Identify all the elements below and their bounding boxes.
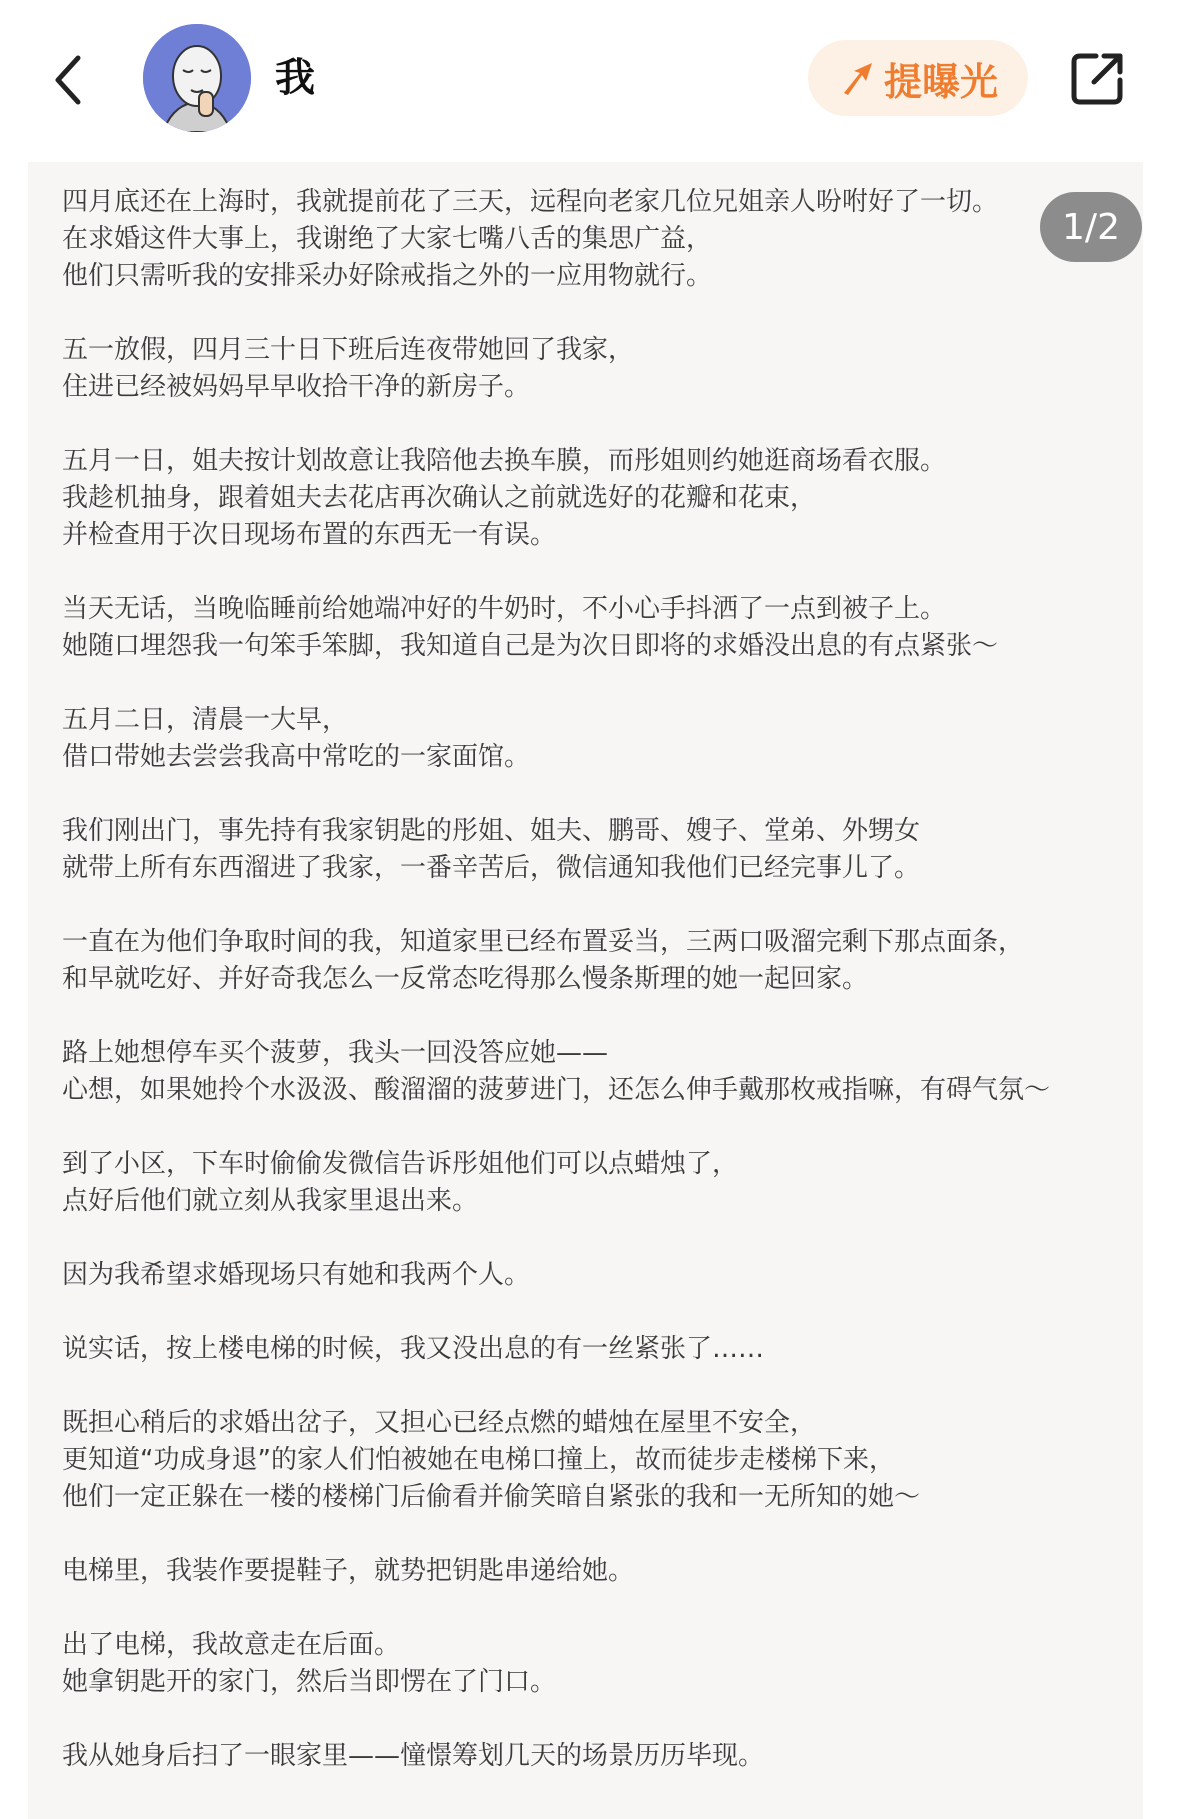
text-line: 我趁机抽身，跟着姐夫去花店再次确认之前就选好的花瓣和花束，	[62, 483, 817, 513]
text-line: 我们刚出门，事先持有我家钥匙的彤姐、姐夫、鹏哥、嫂子、堂弟、外甥女	[62, 816, 921, 846]
text-line: 心想，如果她拎个水汲汲、酸溜溜的菠萝进门，还怎么伸手戴那枚戒指嘛，有碍气氛～	[62, 1075, 1051, 1105]
share-external-icon[interactable]	[1066, 46, 1130, 110]
username: 我	[275, 55, 315, 101]
paragraph	[62, 443, 1112, 554]
paragraph	[62, 184, 1112, 295]
text-line: 点好后他们就立刻从我家里退出来。	[62, 1186, 479, 1216]
text-line: 借口带她去尝尝我高中常吃的一家面馆。	[62, 742, 531, 772]
text-line: 他们只需听我的安排采办好除戒指之外的一应用物就行。	[62, 261, 713, 291]
text-line: 五月一日，姐夫按计划故意让我陪他去换车膜，而彤姐则约她逛商场看衣服。	[62, 446, 947, 476]
text-line: 到了小区，下车时偷偷发微信告诉彤姐他们可以点蜡烛了，	[62, 1149, 739, 1179]
paragraph	[62, 1035, 1112, 1109]
paragraph	[62, 1627, 1112, 1701]
paragraph	[62, 1738, 1112, 1775]
paragraph	[62, 924, 1112, 998]
text-line: 五一放假，四月三十日下班后连夜带她回了我家，	[62, 335, 635, 365]
text-line: 更知道“功成身退”的家人们怕被她在电梯口撞上，故而徒步走楼梯下来，	[62, 1445, 895, 1475]
text-line: 住进已经被妈妈早早收拾干净的新房子。	[62, 372, 531, 402]
text-line: 电梯里，我装作要提鞋子，就势把钥匙串递给她。	[62, 1556, 635, 1586]
expose-button-label: 提曝光	[883, 59, 998, 104]
paragraph	[62, 1257, 1112, 1294]
paragraph	[62, 1553, 1112, 1590]
paragraph	[62, 1405, 1112, 1516]
text-line: 她拿钥匙开的家门，然后当即愣在了门口。	[62, 1667, 557, 1697]
top-bar	[0, 0, 1179, 160]
expose-button[interactable]	[808, 40, 1028, 116]
text-line: 她随口埋怨我一句笨手笨脚，我知道自己是为次日即将的求婚没出息的有点紧张～	[62, 631, 999, 661]
article-text	[62, 184, 1112, 1812]
text-line: 一直在为他们争取时间的我，知道家里已经布置妥当，三两口吸溜完剩下那点面条，	[62, 927, 1025, 957]
text-line: 在求婚这件大事上，我谢绝了大家七嘴八舌的集思广益，	[62, 224, 713, 254]
text-line: 我从她身后扫了一眼家里——憧憬筹划几天的场景历历毕现。	[62, 1741, 765, 1771]
paragraph	[62, 1331, 1112, 1368]
text-line: 和早就吃好、并好奇我怎么一反常态吃得那么慢条斯理的她一起回家。	[62, 964, 869, 994]
text-line: 他们一定正躲在一楼的楼梯门后偷看并偷笑暗自紧张的我和一无所知的她～	[62, 1482, 921, 1512]
paragraph	[62, 332, 1112, 406]
text-line: 并检查用于次日现场布置的东西无一有误。	[62, 520, 557, 550]
avatar[interactable]	[143, 24, 251, 132]
paragraph	[62, 813, 1112, 887]
text-line: 四月底还在上海时，我就提前花了三天，远程向老家几位兄姐亲人吩咐好了一切。	[62, 187, 999, 217]
text-line: 就带上所有东西溜进了我家，一番辛苦后，微信通知我他们已经完事儿了。	[62, 853, 921, 883]
paragraph	[62, 702, 1112, 776]
paragraph	[62, 591, 1112, 665]
page-indicator: 1/2	[1040, 192, 1142, 262]
text-line: 出了电梯，我故意走在后面。	[62, 1630, 401, 1660]
paragraph	[62, 1146, 1112, 1220]
text-line: 既担心稍后的求婚出岔子，又担心已经点燃的蜡烛在屋里不安全，	[62, 1408, 817, 1438]
text-line: 因为我希望求婚现场只有她和我两个人。	[62, 1260, 531, 1290]
text-line: 五月二日，清晨一大早，	[62, 705, 349, 735]
back-arrow-icon[interactable]	[50, 50, 90, 110]
text-line: 路上她想停车买个菠萝，我头一回没答应她——	[62, 1038, 609, 1068]
text-line: 说实话，按上楼电梯的时候，我又没出息的有一丝紧张了……	[62, 1334, 765, 1364]
text-line: 当天无话，当晚临睡前给她端冲好的牛奶时，不小心手抖洒了一点到被子上。	[62, 594, 947, 624]
flame-arrow-icon	[838, 59, 876, 97]
